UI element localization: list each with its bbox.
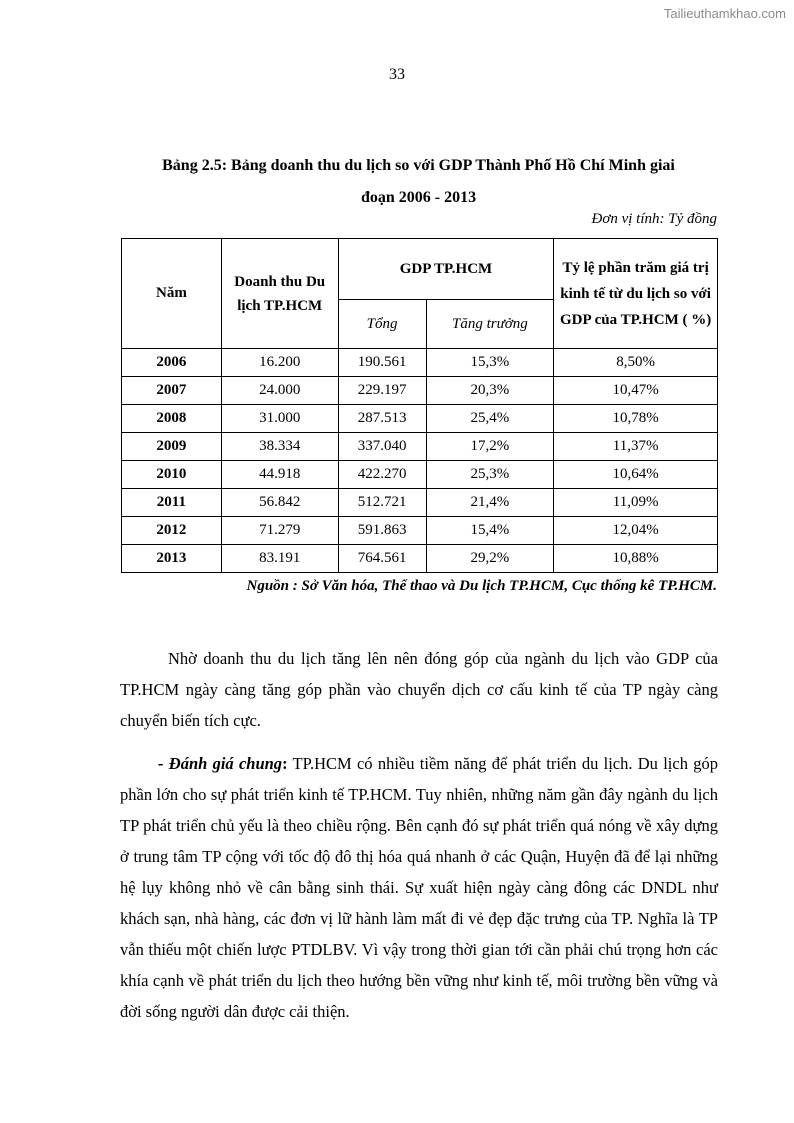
cell-gdp-total: 337.040 — [338, 433, 426, 461]
cell-year: 2013 — [122, 545, 222, 573]
cell-revenue: 24.000 — [221, 377, 338, 405]
source-note: Nguồn : Sở Văn hóa, Thể thao và Du lịch TP.HCM, Cục thống kê TP.HCM. — [246, 578, 717, 594]
cell-ratio: 10,47% — [554, 377, 718, 405]
cell-growth: 25,3% — [426, 461, 554, 489]
cell-growth: 15,3% — [426, 349, 554, 377]
table-row — [122, 349, 718, 377]
cell-ratio: 8,50% — [554, 349, 718, 377]
table-title — [120, 150, 717, 214]
header-gdp-total: Tổng — [338, 300, 426, 349]
table-title-line-1: Bảng 2.5: Bảng doanh thu du lịch so với GDP Thành Phố Hồ Chí Minh giai — [162, 157, 675, 174]
cell-year: 2009 — [122, 433, 222, 461]
cell-ratio: 12,04% — [554, 517, 718, 545]
paragraph-2 — [120, 748, 718, 1027]
revenue-gdp-table — [121, 238, 718, 573]
cell-ratio: 10,64% — [554, 461, 718, 489]
cell-revenue: 83.191 — [221, 545, 338, 573]
cell-gdp-total: 287.513 — [338, 405, 426, 433]
cell-gdp-total: 229.197 — [338, 377, 426, 405]
cell-growth: 15,4% — [426, 517, 554, 545]
cell-growth: 20,3% — [426, 377, 554, 405]
table-row — [122, 545, 718, 573]
cell-gdp-total: 422.270 — [338, 461, 426, 489]
table-row — [122, 489, 718, 517]
paragraph-2-label: - Đánh giá chung — [158, 753, 283, 773]
table-row — [122, 433, 718, 461]
cell-gdp-total: 591.863 — [338, 517, 426, 545]
paragraph-2-colon: : — [282, 753, 288, 773]
cell-ratio: 10,88% — [554, 545, 718, 573]
cell-ratio: 11,37% — [554, 433, 718, 461]
cell-ratio: 10,78% — [554, 405, 718, 433]
unit-note: Đơn vị tính: Tỷ đồng — [591, 211, 717, 227]
header-gdp-growth: Tăng trưởng — [426, 300, 554, 349]
cell-growth: 29,2% — [426, 545, 554, 573]
table-row — [122, 461, 718, 489]
cell-gdp-total: 512.721 — [338, 489, 426, 517]
cell-growth: 25,4% — [426, 405, 554, 433]
cell-year: 2006 — [122, 349, 222, 377]
cell-gdp-total: 764.561 — [338, 545, 426, 573]
cell-ratio: 11,09% — [554, 489, 718, 517]
cell-year: 2008 — [122, 405, 222, 433]
header-ratio: Tỷ lệ phần trăm giá trị kinh tế từ du lịch so với GDP của TP.HCM ( %) — [554, 239, 718, 349]
table-row — [122, 405, 718, 433]
cell-growth: 17,2% — [426, 433, 554, 461]
cell-year: 2010 — [122, 461, 222, 489]
cell-revenue: 38.334 — [221, 433, 338, 461]
header-gdp: GDP TP.HCM — [338, 239, 554, 300]
watermark: Tailieuthamkhao.com — [663, 6, 786, 21]
cell-gdp-total: 190.561 — [338, 349, 426, 377]
cell-revenue: 44.918 — [221, 461, 338, 489]
cell-growth: 21,4% — [426, 489, 554, 517]
cell-revenue: 31.000 — [221, 405, 338, 433]
cell-year: 2012 — [122, 517, 222, 545]
cell-year: 2007 — [122, 377, 222, 405]
cell-revenue: 16.200 — [221, 349, 338, 377]
paragraph-1: Nhờ doanh thu du lịch tăng lên nên đóng góp của ngành du lịch vào GDP của TP.HCM ngày càng tăng góp phần vào chuyển dịch cơ cấu kinh tế của TP ngày càng chuyển biến tích cực. — [120, 648, 718, 730]
table-title-line-2: đoạn 2006 - 2013 — [360, 189, 477, 206]
table-row — [122, 517, 718, 545]
header-year: Năm — [122, 239, 222, 349]
cell-revenue: 56.842 — [221, 489, 338, 517]
paragraph-2-text: TP.HCM có nhiều tiềm năng để phát triển du lịch. Du lịch góp phần lớn cho sự phát triển kinh tế TP.HCM. Tuy nhiên, những năm gần đây ngành du lịch TP phát triển chủ yếu là theo chiều rộng. Bên cạnh đó sự phát triển quá nóng về xây dựng ở trung tâm TP cộng với tốc độ đô thị hóa quá nhanh ở các Quận, Huyện đã để lại những hệ lụy không nhỏ về cân bằng sinh thái. Sự xuất hiện ngày càng đông các DNDL như khách sạn, nhà hàng, các đơn vị lữ hành làm mất đi vẻ đẹp đặc trưng của TP. Nghĩa là TP vẫn thiếu một chiến lược PTDLBV. Vì vậy trong thời gian tới cần phải chú trọng hơn các khía cạnh về phát triển du lịch theo hướng bền vững như kinh tế, môi trường bền vững và đời sống người dân được cải thiện. — [120, 753, 718, 1021]
table-row — [122, 377, 718, 405]
cell-revenue: 71.279 — [221, 517, 338, 545]
cell-year: 2011 — [122, 489, 222, 517]
page-number: 33 — [389, 66, 405, 83]
header-revenue: Doanh thu Du lịch TP.HCM — [221, 239, 338, 349]
